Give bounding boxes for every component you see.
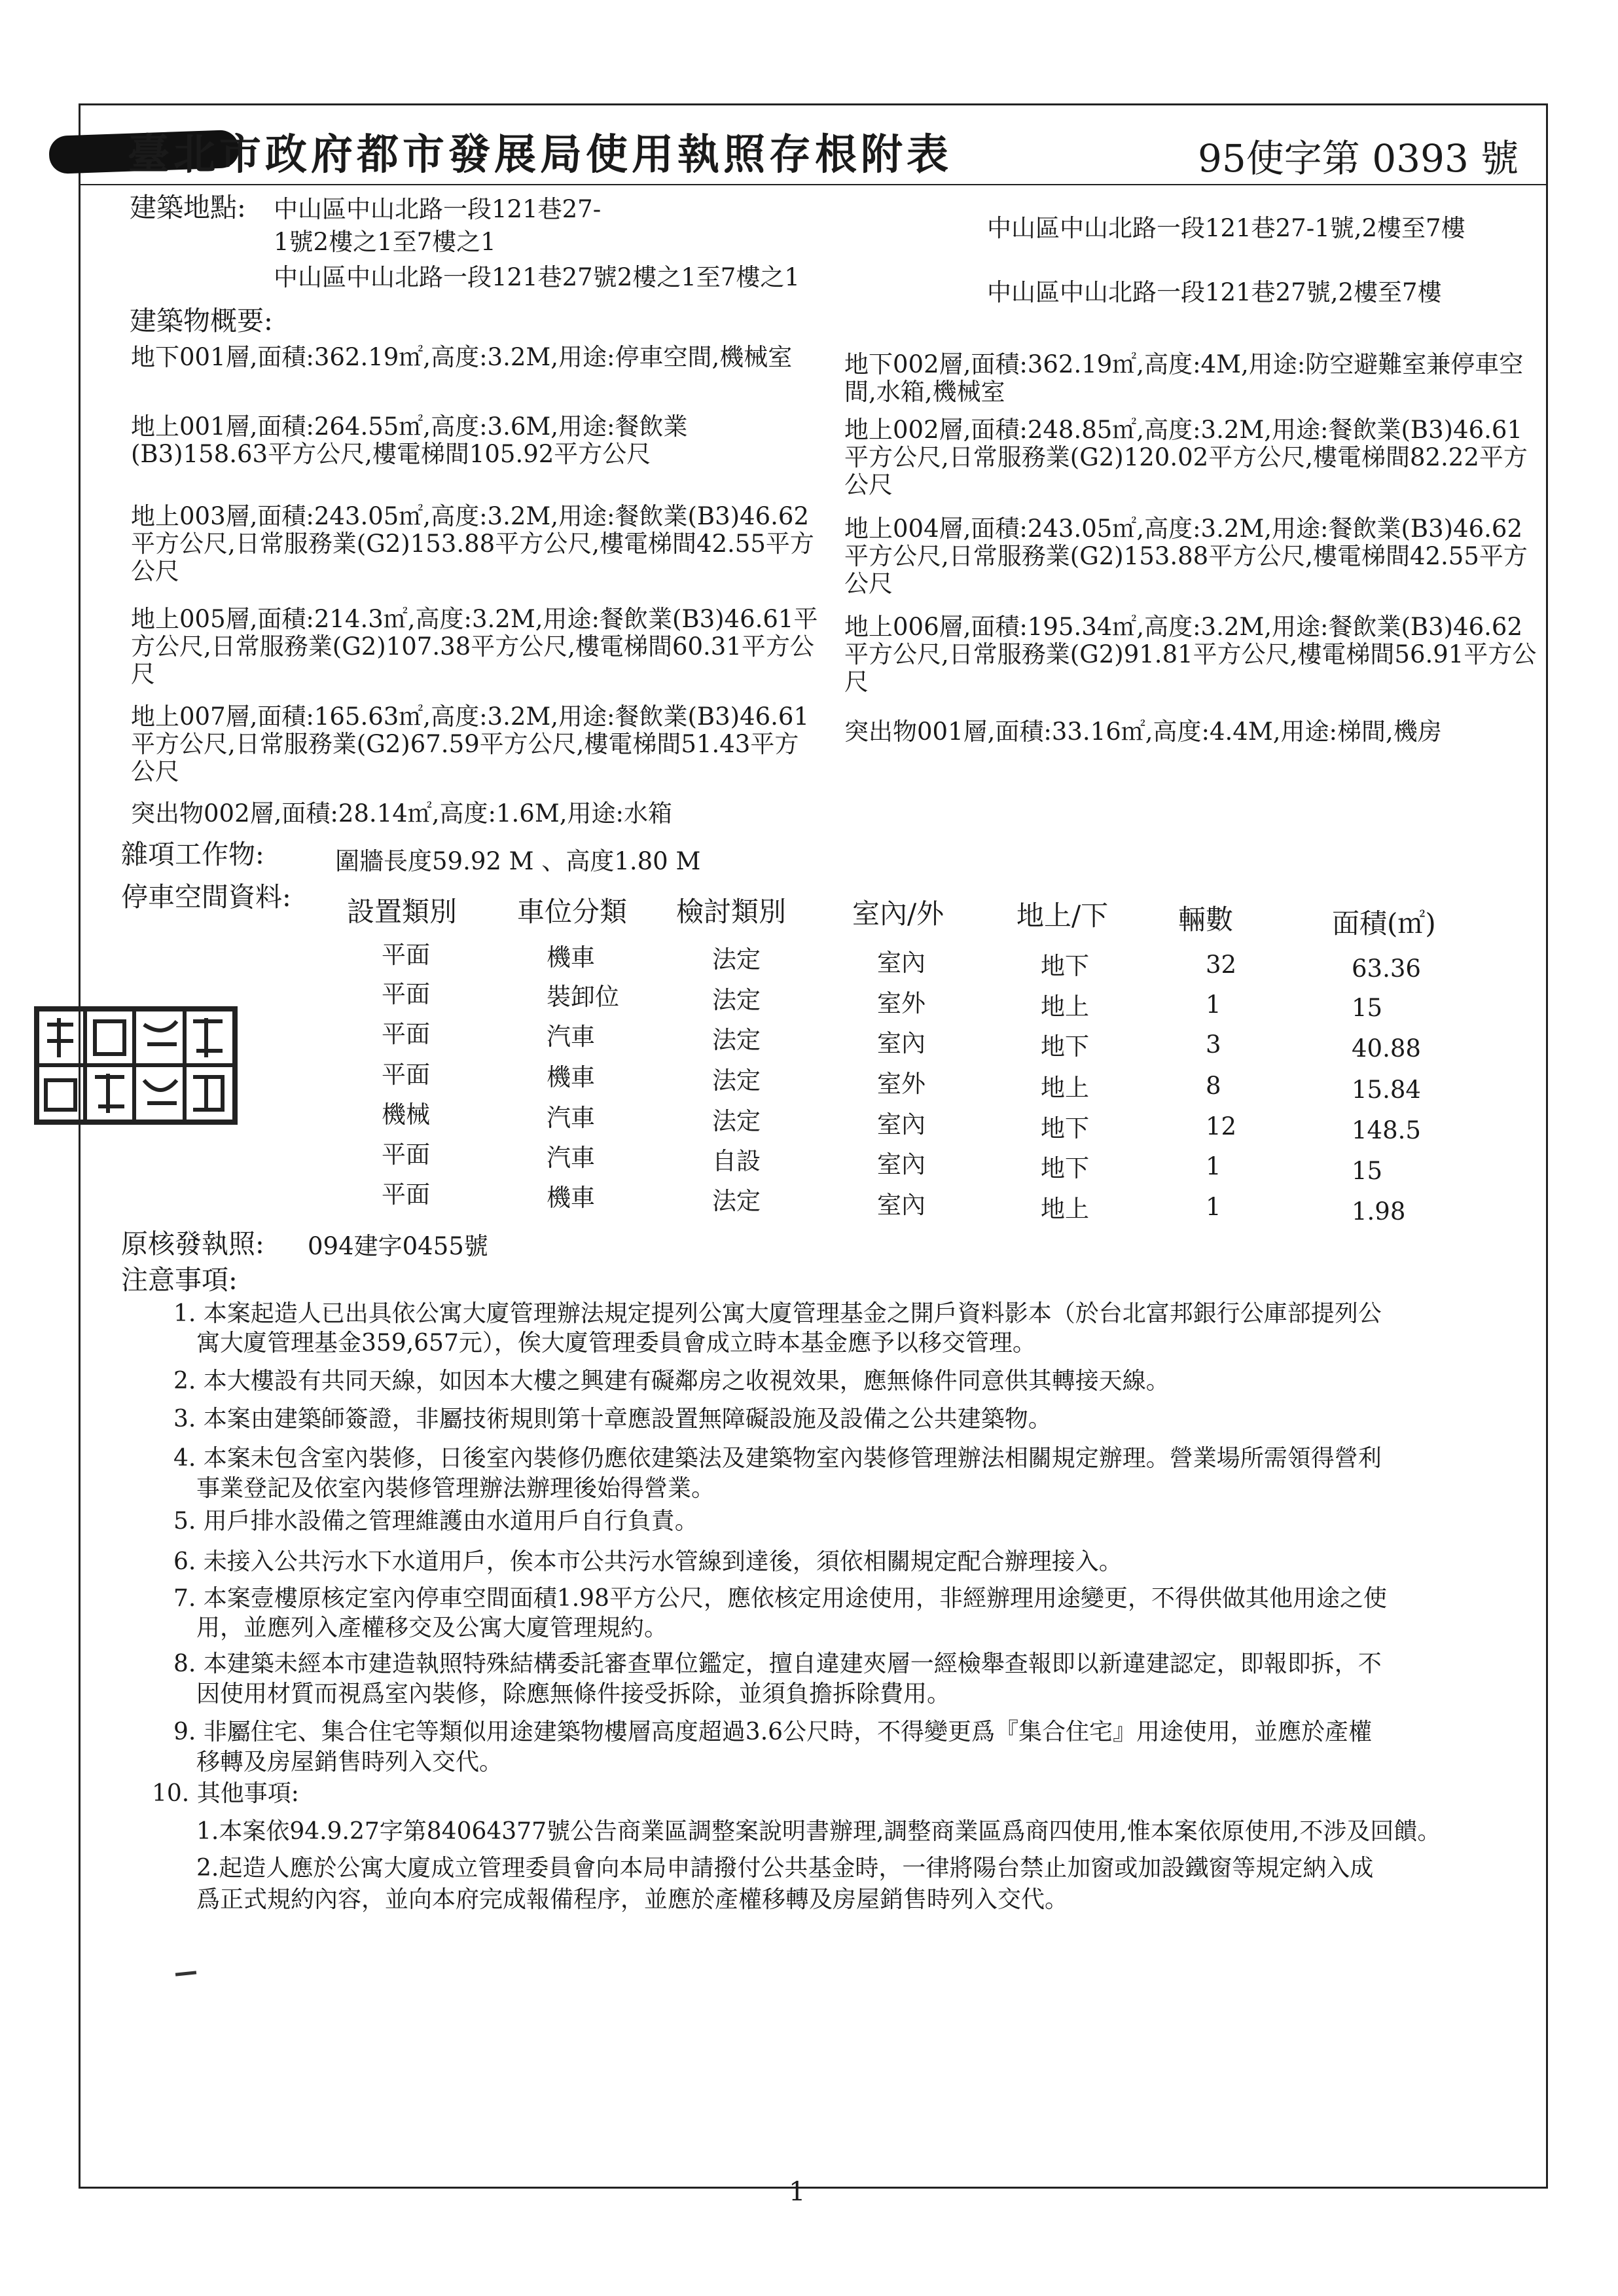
site-right-line-2: 中山區中山北路一段121巷27號,2樓至7樓 xyxy=(987,278,1442,306)
cell-count: 1 xyxy=(1206,1193,1221,1221)
cell-review: 法定 xyxy=(712,1066,761,1095)
note-line: 2.起造人應於公寓大廈成立管理委員會向本局申請撥付公共基金時，一律將陽台禁止加窗或加設鐵窗等規定納入成 xyxy=(196,1855,1374,1882)
cell-inout: 室外 xyxy=(877,989,926,1017)
misc-value: 圍牆長度59.92 M 、高度1.80 M xyxy=(335,847,701,875)
cell-class: 汽車 xyxy=(547,1104,595,1132)
cell-type: 平面 xyxy=(382,1061,430,1089)
cell-review: 自設 xyxy=(712,1147,761,1175)
site-left-line-2: 1號2樓之1至7樓之1 xyxy=(274,228,496,256)
overview-right-f4: 地上004層,面積:243.05㎡,高度:3.2M,用途:餐飲業(B3)46.62平方公尺,日常服務業(G2)153.88平方公尺,樓電梯間42.55平方公尺 xyxy=(844,515,1528,598)
cell-count: 1 xyxy=(1206,991,1221,1019)
note-line: 6. 未接入公共污水下水道用戶，俟本市公共污水管線到達後，須依相關規定配合辦理接入。 xyxy=(173,1548,1123,1575)
cell-area: 15 xyxy=(1352,994,1383,1022)
permit-number: 95使字第 0393 號 xyxy=(1198,136,1519,181)
note-line: 移轉及房屋銷售時列入交代。 xyxy=(196,1749,503,1776)
cell-count: 1 xyxy=(1206,1152,1221,1180)
note-line: 5. 用戶排水設備之管理維護由水道用戶自行負責。 xyxy=(173,1508,698,1535)
site-label: 建築地點: xyxy=(130,192,246,223)
page-number: 1 xyxy=(789,2177,806,2207)
overview-left-b1: 地下001層,面積:362.19㎡,高度:3.2M,用途:停車空間,機械室 xyxy=(131,343,793,371)
document-title: 臺北市政府都市發展局使用執照存根附表 xyxy=(128,130,952,179)
overview-right-f6: 地上006層,面積:195.34㎡,高度:3.2M,用途:餐飲業(B3)46.62平方公尺,日常服務業(G2)91.81平方公尺,樓電梯間56.91平方公尺 xyxy=(844,613,1537,696)
cell-level: 地上 xyxy=(1041,1074,1089,1102)
overview-right-f2: 地上002層,面積:248.85㎡,高度:3.2M,用途:餐飲業(B3)46.61平方公尺,日常服務業(G2)120.02平方公尺,樓電梯間82.22平方公尺 xyxy=(844,416,1528,499)
cell-area: 15 xyxy=(1352,1157,1383,1185)
original-license-label: 原核發執照: xyxy=(121,1228,264,1260)
misc-label: 雜項工作物: xyxy=(121,839,264,870)
overview-right-p1: 突出物001層,面積:33.16㎡,高度:4.4M,用途:梯間,機房 xyxy=(844,718,1442,746)
parking-header-area: 面積(㎡) xyxy=(1332,907,1436,939)
cell-type: 平面 xyxy=(382,941,430,969)
cell-class: 汽車 xyxy=(547,1023,595,1051)
overview-left-f5: 地上005層,面積:214.3㎡,高度:3.2M,用途:餐飲業(B3)46.61平方公尺,日常服務業(G2)107.38平方公尺,樓電梯間60.31平方公尺 xyxy=(131,605,818,688)
cell-class: 汽車 xyxy=(547,1144,595,1172)
cell-area: 40.88 xyxy=(1352,1034,1421,1063)
parking-header-count: 輛數 xyxy=(1178,903,1234,936)
note-line: 2. 本大樓設有共同天線，如因本大樓之興建有礙鄰房之收視效果，應無條件同意供其轉接天線。 xyxy=(173,1368,1170,1394)
cell-level: 地上 xyxy=(1041,993,1089,1021)
cell-level: 地上 xyxy=(1041,1195,1089,1223)
cell-count: 32 xyxy=(1206,951,1237,979)
parking-header-review: 檢討類別 xyxy=(676,896,787,928)
cell-review: 法定 xyxy=(712,945,761,974)
cell-area: 15.84 xyxy=(1352,1076,1421,1104)
parking-header-class: 車位分類 xyxy=(517,896,628,928)
note-line: 3. 本案由建築師簽證，非屬技術規則第十章應設置無障礙設施及設備之公共建築物。 xyxy=(173,1406,1052,1432)
cell-area: 1.98 xyxy=(1352,1197,1406,1226)
cell-area: 63.36 xyxy=(1352,955,1421,983)
notes-label: 注意事項: xyxy=(121,1264,238,1296)
cell-review: 法定 xyxy=(712,1026,761,1054)
note-line: 事業登記及依室內裝修管理辦法辦理後始得營業。 xyxy=(196,1475,715,1502)
overview-left-f3: 地上003層,面積:243.05㎡,高度:3.2M,用途:餐飲業(B3)46.62平方公尺,日常服務業(G2)153.88平方公尺,樓電梯間42.55平方公尺 xyxy=(131,502,814,585)
cell-review: 法定 xyxy=(712,1107,761,1135)
note-line: 1. 本案起造人已出具依公寓大廈管理辦法規定提列公寓大廈管理基金之開戶資料影本（於台北富邦銀行公庫部提列公 xyxy=(173,1300,1382,1327)
cell-type: 平面 xyxy=(382,980,430,1008)
cell-class: 機車 xyxy=(547,1063,595,1091)
parking-header-inout: 室內/外 xyxy=(852,898,944,930)
note-line: 用，並應列入產權移交及公寓大廈管理規約。 xyxy=(196,1614,668,1641)
cell-level: 地下 xyxy=(1041,1032,1089,1061)
cell-inout: 室內 xyxy=(877,1110,926,1139)
official-seal-icon xyxy=(33,1005,239,1126)
note-line: 寓大廈管理基金359,657元），俟大廈管理委員會成立時本基金應予以移交管理。 xyxy=(196,1330,1036,1357)
cell-level: 地下 xyxy=(1041,1114,1089,1142)
cell-count: 8 xyxy=(1206,1072,1221,1100)
cell-inout: 室內 xyxy=(877,1191,926,1219)
parking-header-type: 設置類別 xyxy=(347,896,458,928)
cell-class: 機車 xyxy=(547,1184,595,1212)
cell-level: 地下 xyxy=(1041,1154,1089,1182)
cell-type: 平面 xyxy=(382,1180,430,1209)
original-license-value: 094建字0455號 xyxy=(308,1232,488,1260)
cell-class: 機車 xyxy=(547,943,595,972)
site-left-line-1: 中山區中山北路一段121巷27- xyxy=(274,195,602,223)
cell-review: 法定 xyxy=(712,1187,761,1215)
cell-inout: 室內 xyxy=(877,1029,926,1057)
site-left-line-3: 中山區中山北路一段121巷27號2樓之1至7樓之1 xyxy=(274,263,800,291)
site-right-line-1: 中山區中山北路一段121巷27-1號,2樓至7樓 xyxy=(987,214,1465,242)
overview-label: 建築物概要: xyxy=(130,305,273,337)
cell-inout: 室內 xyxy=(877,1150,926,1178)
note-line: 8. 本建築未經本市建造執照特殊結構委託審查單位鑑定，擅自違建夾層一經檢舉查報即以新違建認定，即報即拆，不 xyxy=(173,1650,1382,1677)
overview-left-p2: 突出物002層,面積:28.14㎡,高度:1.6M,用途:水箱 xyxy=(131,799,672,828)
overview-left-f7: 地上007層,面積:165.63㎡,高度:3.2M,用途:餐飲業(B3)46.61平方公尺,日常服務業(G2)67.59平方公尺,樓電梯間51.43平方公尺 xyxy=(131,702,810,786)
cell-type: 平面 xyxy=(382,1140,430,1169)
cell-type: 機械 xyxy=(382,1101,430,1129)
parking-header-level: 地上/下 xyxy=(1016,900,1109,932)
overview-left-f1: 地上001層,面積:264.55㎡,高度:3.6M,用途:餐飲業(B3)158.63平方公尺,樓電梯間105.92平方公尺 xyxy=(131,412,688,468)
note-line: 因使用材質而視爲室內裝修，除應無條件接受拆除，並須負擔拆除費用。 xyxy=(196,1681,951,1707)
overview-right-b2: 地下002層,面積:362.19㎡,高度:4M,用途:防空避難室兼停車空間,水箱,機械室 xyxy=(844,350,1524,406)
cell-area: 148.5 xyxy=(1352,1116,1421,1144)
cell-type: 平面 xyxy=(382,1020,430,1048)
note-line: 爲正式規約內容，並向本府完成報備程序，並應於產權移轉及房屋銷售時列入交代。 xyxy=(196,1886,1069,1913)
cell-class: 裝卸位 xyxy=(547,983,619,1011)
cell-level: 地下 xyxy=(1041,952,1089,980)
cell-inout: 室內 xyxy=(877,949,926,977)
note-line: 9. 非屬住宅、集合住宅等類似用途建築物樓層高度超過3.6公尺時，不得變更爲『集合住宅』用途使用，並應於產權 xyxy=(173,1719,1373,1745)
cell-inout: 室外 xyxy=(877,1070,926,1098)
cell-count: 12 xyxy=(1206,1112,1237,1140)
cell-review: 法定 xyxy=(712,986,761,1014)
note-line: 1.本案依94.9.27字第84064377號公告商業區調整案說明書辦理,調整商業區爲商四使用,惟本案依原使用,不涉及回饋。 xyxy=(196,1818,1441,1845)
note-line: 7. 本案壹樓原核定室內停車空間面積1.98平方公尺，應依核定用途使用，非經辦理用途變更，不得供做其他用途之使 xyxy=(173,1585,1387,1612)
parking-label: 停車空間資料: xyxy=(121,881,291,913)
note-line: 4. 本案未包含室內裝修，日後室內裝修仍應依建築法及建築物室內裝修管理辦法相關規定辦理。營業場所需領得營利 xyxy=(173,1445,1382,1472)
cell-count: 3 xyxy=(1206,1030,1221,1059)
note-line: 10. 其他事項: xyxy=(152,1780,299,1807)
